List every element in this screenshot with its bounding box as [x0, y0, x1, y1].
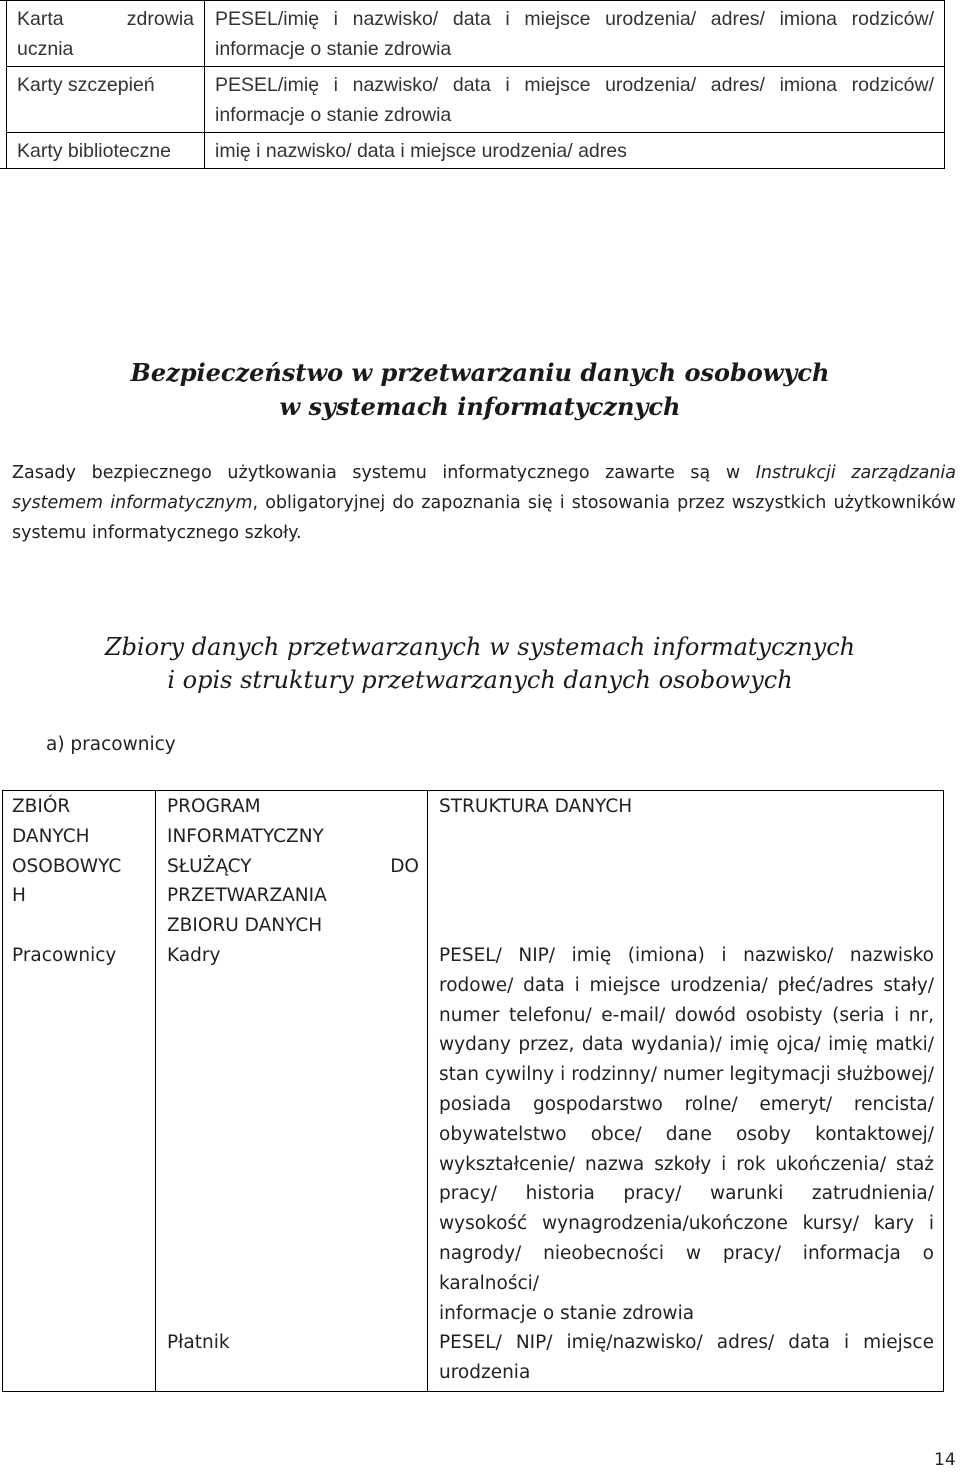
page-number: 14 [934, 1450, 956, 1470]
cell-program-kadry: Kadry [167, 945, 221, 966]
section-title-security: Bezpieczeństwo w przetwarzaniu danych osobowych w systemach informatycznych [130, 358, 830, 421]
dataset-name-cell: Karta zdrowia ucznia [7, 1, 205, 67]
cell-structure-kadry: PESEL/ NIP/ imię (imiona) i nazwisko/ nazwisko rodowe/ data i miejsce urodzenia/ płeć/adres stały/ numer telefonu/ e-mail/ dowód osobisty (seria i nr, wydany przez, data wydania)/ imię ojca/ imię matki/ stan cywilny i rodzinny/ numer legitymacji służbowej/ posiada gospodarstwo rolne/ emeryt/ rencista/ obywatelstwo obce/ dane osoby kontaktowej/ wykształcenie/ nazwa szkoły i rok ukończenia/ staż pracy/ historia pracy/ warunki zatrudnienia/ wysokość wynagrodzenia/ukończone kursy/ kary i nagrody/ nieobecności w pracy/ informacja o karalności/ informacje o stanie zdrowia [439, 945, 934, 1324]
cell-structure-platnik: PESEL/ NIP/ imię/nazwisko/ adres/ data i miejsce urodzenia [439, 1332, 934, 1383]
dataset-name-cell: Karty biblioteczne [7, 133, 205, 169]
table-row [0, 67, 945, 133]
list-item-employees: a) pracownicy [46, 734, 176, 755]
cell-employees: Pracownicy [12, 945, 117, 966]
section-title-datasets: Zbiory danych przetwarzanych w systemach informatycznych i opis struktury przetwarzanych danych osobowych [104, 633, 856, 694]
header-dataset: ZBIÓR DANYCH OSOBOWYC H [12, 796, 122, 907]
column-divider [427, 791, 428, 1391]
table-row [0, 133, 945, 169]
column-divider [155, 791, 156, 1391]
dataset-name-cell: Karty szczepień [7, 67, 205, 133]
dataset-structure-cell: PESEL/imię i nazwisko/ data i miejsce urodzenia/ adres/ imiona rodziców/ informacje o stanie zdrowia [205, 67, 945, 133]
data-sets-table-continued [0, 0, 945, 169]
employees-data-table [2, 790, 944, 1392]
header-structure: STRUKTURA DANYCH [439, 796, 633, 817]
security-paragraph: Zasady bezpiecznego użytkowania systemu informatycznego zawarte są w Instrukcji zarządzania systemem informatycznym, obligatoryjnej do zapoznania się i stosowania przez wszystkich użytkowników systemu informatycznego szkoły. [12, 463, 956, 543]
dataset-structure-cell: PESEL/imię i nazwisko/ data i miejsce urodzenia/ adres/ imiona rodziców/ informacje o stanie zdrowia [205, 1, 945, 67]
cell-program-platnik: Płatnik [167, 1332, 230, 1353]
dataset-structure-cell: imię i nazwisko/ data i miejsce urodzenia/ adres [205, 133, 945, 169]
header-program: PROGRAM INFORMATYCZNY SŁUŻĄCY DO PRZETWARZANIA ZBIORU DANYCH [167, 796, 419, 937]
table-row [0, 1, 945, 67]
